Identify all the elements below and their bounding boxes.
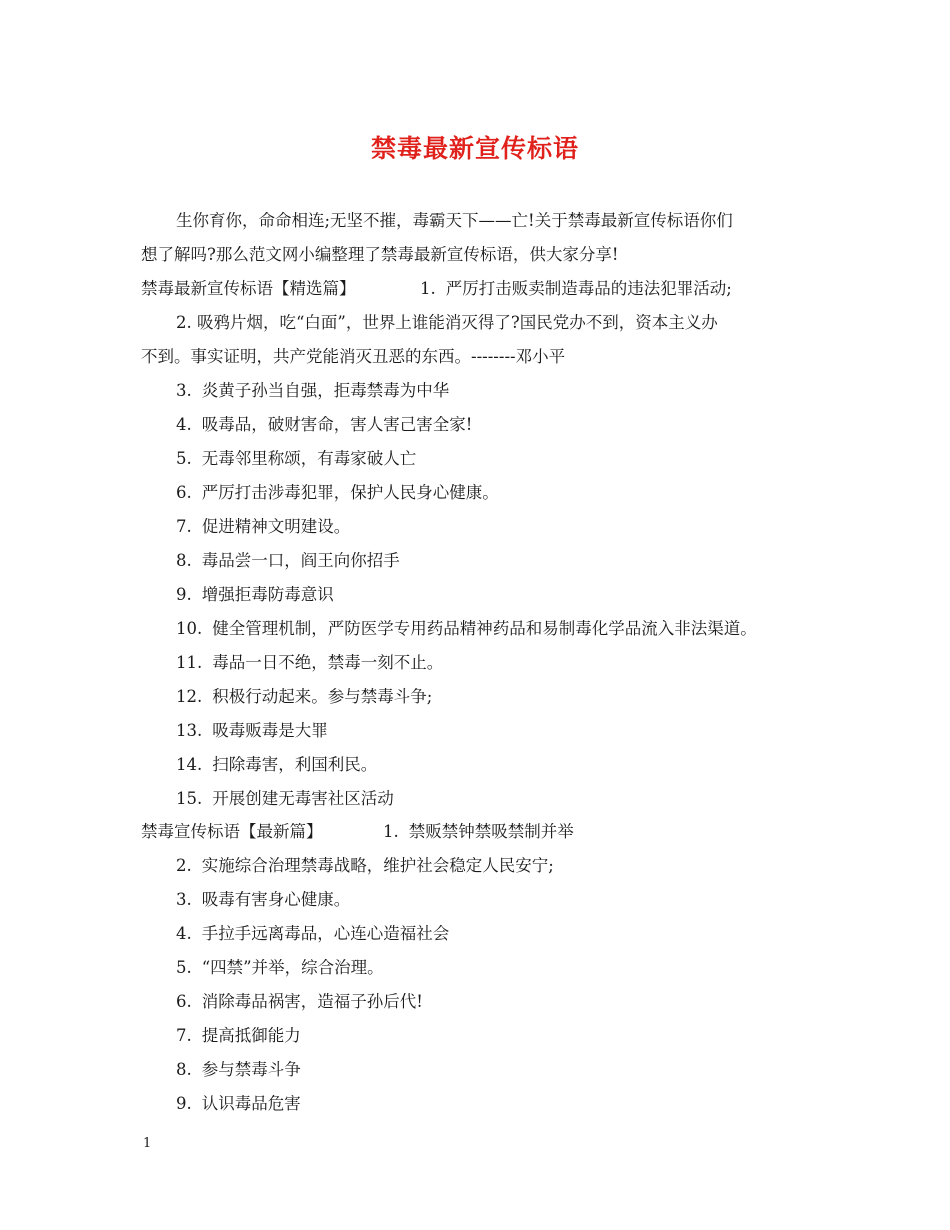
- list-item-number: 5.: [176, 958, 192, 977]
- list-item-number: 1.: [383, 822, 399, 841]
- list-item-number: 7.: [176, 517, 192, 536]
- list-item: [383, 821, 574, 843]
- list-item-text: 严厉打击贩卖制造毒品的违法犯罪活动;: [445, 279, 732, 298]
- list-item-number: 4.: [176, 415, 192, 434]
- section-heading-latest: [141, 821, 323, 843]
- list-item: [176, 652, 443, 674]
- list-item-number: 9.: [176, 1094, 192, 1113]
- list-item: [176, 720, 328, 742]
- list-item-continuation: 不到。事实证明，共产党能消灭丑恶的东西。--------邓小平: [141, 347, 566, 366]
- list-item: [176, 448, 416, 470]
- list-item: [176, 754, 377, 776]
- list-item-text: 严厉打击涉毒犯罪，保护人民身心健康。: [201, 483, 499, 502]
- list-item-text: 禁贩禁钟禁吸禁制并举: [408, 822, 574, 841]
- list-item: 2. 吸鸦片烟，吃“白面”，世界上谁能消灭得了?国民党办不到，资本主义办: [176, 313, 718, 332]
- list-item-text: 增强拒毒防毒意识: [201, 585, 334, 604]
- list-item-text: 吸毒有害身心健康。: [201, 890, 351, 909]
- list-item-text: 提高抵御能力: [201, 1026, 301, 1045]
- list-item-text: 炎黄子孙当自强，拒毒禁毒为中华: [201, 381, 450, 400]
- list-item-text: 手拉手远离毒品，心连心造福社会: [201, 924, 450, 943]
- list-item: [176, 686, 432, 708]
- list-item-number: 6.: [176, 483, 192, 502]
- list-item-text: 毒品一日不绝，禁毒一刻不止。: [212, 653, 444, 672]
- list-item-text: 吸毒品，破财害命，害人害己害全家!: [201, 415, 473, 434]
- list-item-number: 1.: [420, 279, 436, 298]
- list-item: [176, 957, 384, 979]
- list-item-number: 12.: [176, 687, 203, 706]
- list-item-number: 8.: [176, 1060, 192, 1079]
- list-item: [420, 278, 732, 300]
- list-item-number: 11.: [176, 653, 203, 672]
- list-item-number: 6.: [176, 992, 192, 1011]
- list-item: [176, 516, 350, 538]
- list-item-number: 8.: [176, 551, 192, 570]
- intro-line: 生你育你，命命相连;无坚不摧，毒霸天下——亡!关于禁毒最新宣传标语你们: [176, 211, 733, 230]
- list-item-text: 吸毒贩毒是大罪: [212, 721, 328, 740]
- list-item-text: 实施综合治理禁毒战略，维护社会稳定人民安宁;: [201, 856, 554, 875]
- list-item-number: 4.: [176, 924, 192, 943]
- list-item-text: 毒品尝一口，阎王向你招手: [201, 551, 400, 570]
- list-item-number: 3.: [176, 890, 192, 909]
- list-item: [176, 1059, 301, 1081]
- list-item: [176, 414, 472, 436]
- list-item-number: 2.: [176, 856, 192, 875]
- list-item: [176, 855, 554, 877]
- list-item-text: 消除毒品祸害，造福子孙后代!: [201, 992, 423, 1011]
- list-item-text: 开展创建无毒害社区活动: [212, 789, 394, 808]
- intro-line: 想了解吗?那么范文网小编整理了禁毒最新宣传标语，供大家分享!: [141, 245, 619, 264]
- list-item: [176, 889, 350, 911]
- list-item: [176, 550, 400, 572]
- list-item: [176, 923, 449, 945]
- list-item-text: 积极行动起来。参与禁毒斗争;: [212, 687, 433, 706]
- section-heading-selected: [141, 278, 356, 300]
- list-item: [176, 1093, 301, 1115]
- list-item-number: 14.: [176, 755, 203, 774]
- list-item-number: 7.: [176, 1026, 192, 1045]
- list-item-text: 健全管理机制，严防医学专用药品精神药品和易制毒化学品流入非法渠道。: [212, 619, 757, 638]
- list-item-text: 扫除毒害，利国利民。: [212, 755, 378, 774]
- list-item-text: 无毒邻里称颂，有毒家破人亡: [201, 449, 417, 468]
- list-item-number: 5.: [176, 449, 192, 468]
- list-item-number: 15.: [176, 789, 203, 808]
- list-item: [176, 991, 423, 1013]
- section-heading-text: 禁毒最新宣传标语【精选篇】: [141, 279, 356, 298]
- list-item: [176, 380, 449, 402]
- list-item-text: 参与禁毒斗争: [201, 1060, 301, 1079]
- section-heading-text: 禁毒宣传标语【最新篇】: [141, 822, 323, 841]
- list-item-text: 认识毒品危害: [201, 1094, 301, 1113]
- list-item: [176, 584, 334, 606]
- list-item-number: 13.: [176, 721, 203, 740]
- page-number: 1: [143, 1136, 152, 1151]
- list-item: [176, 1025, 301, 1047]
- list-item: [176, 618, 757, 640]
- list-item-text: 促进精神文明建设。: [201, 517, 351, 536]
- list-item-number: 3.: [176, 381, 192, 400]
- document-title: 禁毒最新宣传标语: [370, 134, 579, 163]
- list-item-number: 9.: [176, 585, 192, 604]
- list-item: [176, 482, 499, 504]
- list-item-number: 10.: [176, 619, 203, 638]
- list-item: [176, 788, 394, 810]
- list-item-text: “四禁”并举，综合治理。: [201, 958, 384, 977]
